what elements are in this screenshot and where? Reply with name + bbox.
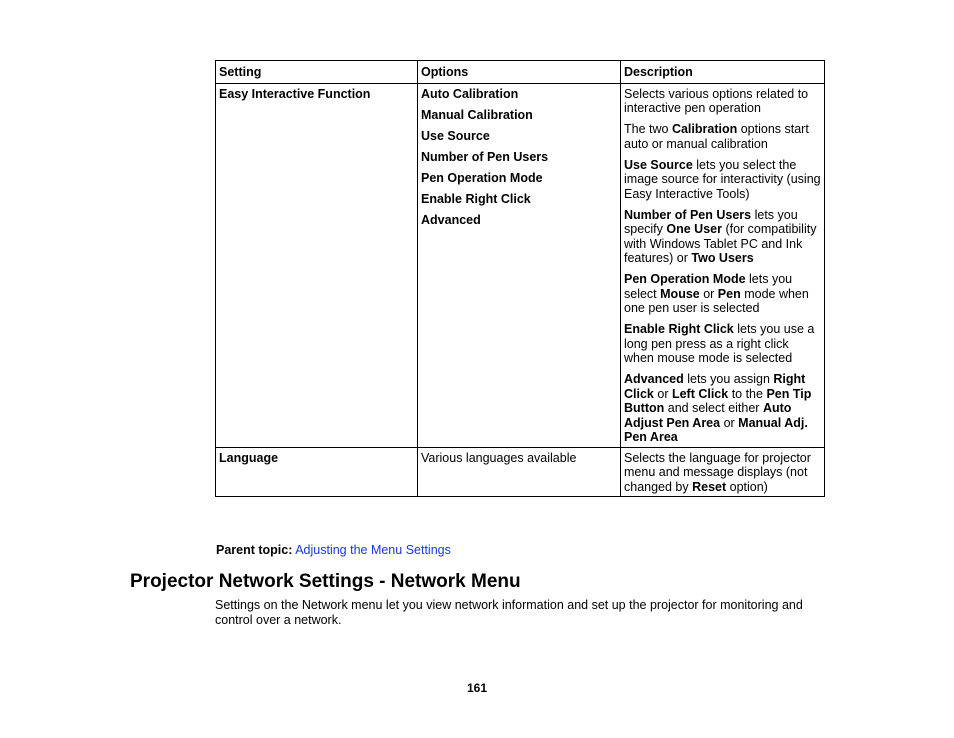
options-cell: Various languages available [418, 447, 621, 497]
option-item: Pen Operation Mode [421, 170, 543, 185]
bold-term: One User [666, 222, 722, 236]
bold-term: Pen Operation Mode [624, 272, 746, 286]
setting-name: Easy Interactive Function [219, 86, 371, 101]
page-number: 161 [466, 681, 488, 695]
parent-topic [216, 543, 451, 558]
setting-cell [216, 83, 418, 447]
table-header-row [216, 61, 825, 84]
bold-term: Pen Tip Button [624, 386, 812, 415]
bold-term: Right Click [624, 372, 806, 401]
table-row [216, 447, 825, 497]
description-paragraph: Use Source lets you select the image source for interactivity (using Easy Interactive Tools) [624, 157, 821, 201]
bold-term: Use Source [624, 157, 693, 172]
description-paragraph: Selects the language for projector menu and message displays (not changed by Reset option) [624, 450, 811, 494]
section-intro: Settings on the Network menu let you view network information and set up the projector for monitoring and control over a network. [215, 598, 803, 627]
section-heading: Projector Network Settings - Network Menu [130, 571, 521, 592]
bold-term: Number of Pen Users [624, 207, 752, 222]
description-paragraph: Number of Pen Users lets you specify One User (for compatibility with Windows Tablet PC and Ink features) or Two Users [624, 207, 817, 265]
setting-cell [216, 447, 418, 497]
description-cell [621, 83, 825, 447]
option-item: Use Source [421, 128, 490, 143]
parent-topic-link[interactable]: Adjusting the Menu Settings [295, 543, 451, 557]
header-description: Description [621, 61, 825, 84]
description-paragraph: Advanced lets you assign Right Click or Left Click to the Pen Tip Button and select either Auto Adjust Pen Area or Manual Adj. Pen Area [624, 372, 812, 444]
description-paragraph: Pen Operation Mode lets you select Mouse or Pen mode when one pen user is selected [624, 272, 809, 315]
option-item: Manual Calibration [421, 107, 533, 122]
bold-term: Left Click [671, 386, 729, 401]
bold-term: Reset [692, 479, 727, 494]
options-cell [418, 83, 621, 447]
option-item: Advanced [421, 212, 481, 227]
bold-term: Manual Adj. Pen Area [624, 415, 808, 444]
description-paragraph: The two Calibration options start auto or manual calibration [624, 122, 809, 151]
description-paragraph: Enable Right Click lets you use a long pen press as a right click when mouse mode is selected [624, 322, 815, 365]
bold-term: Advanced [624, 372, 684, 386]
table-row [216, 83, 825, 447]
bold-term: Calibration [671, 122, 738, 136]
option-item: Number of Pen Users [421, 149, 549, 164]
setting-name: Language [219, 450, 279, 465]
parent-topic-label: Parent topic: [216, 543, 293, 557]
header-setting: Setting [216, 61, 418, 84]
header-options: Options [418, 61, 621, 84]
settings-table [215, 60, 825, 497]
bold-term: Auto Adjust Pen Area [624, 401, 792, 430]
description-cell [621, 447, 825, 497]
bold-term: Enable Right Click [624, 322, 734, 336]
option-item: Enable Right Click [421, 191, 531, 206]
description-paragraph: Selects various options related to interactive pen operation [624, 86, 809, 115]
bold-term: Mouse [660, 286, 700, 301]
bold-term: Pen [717, 286, 741, 301]
bold-term: Two Users [691, 251, 754, 265]
option-item: Auto Calibration [421, 86, 519, 101]
